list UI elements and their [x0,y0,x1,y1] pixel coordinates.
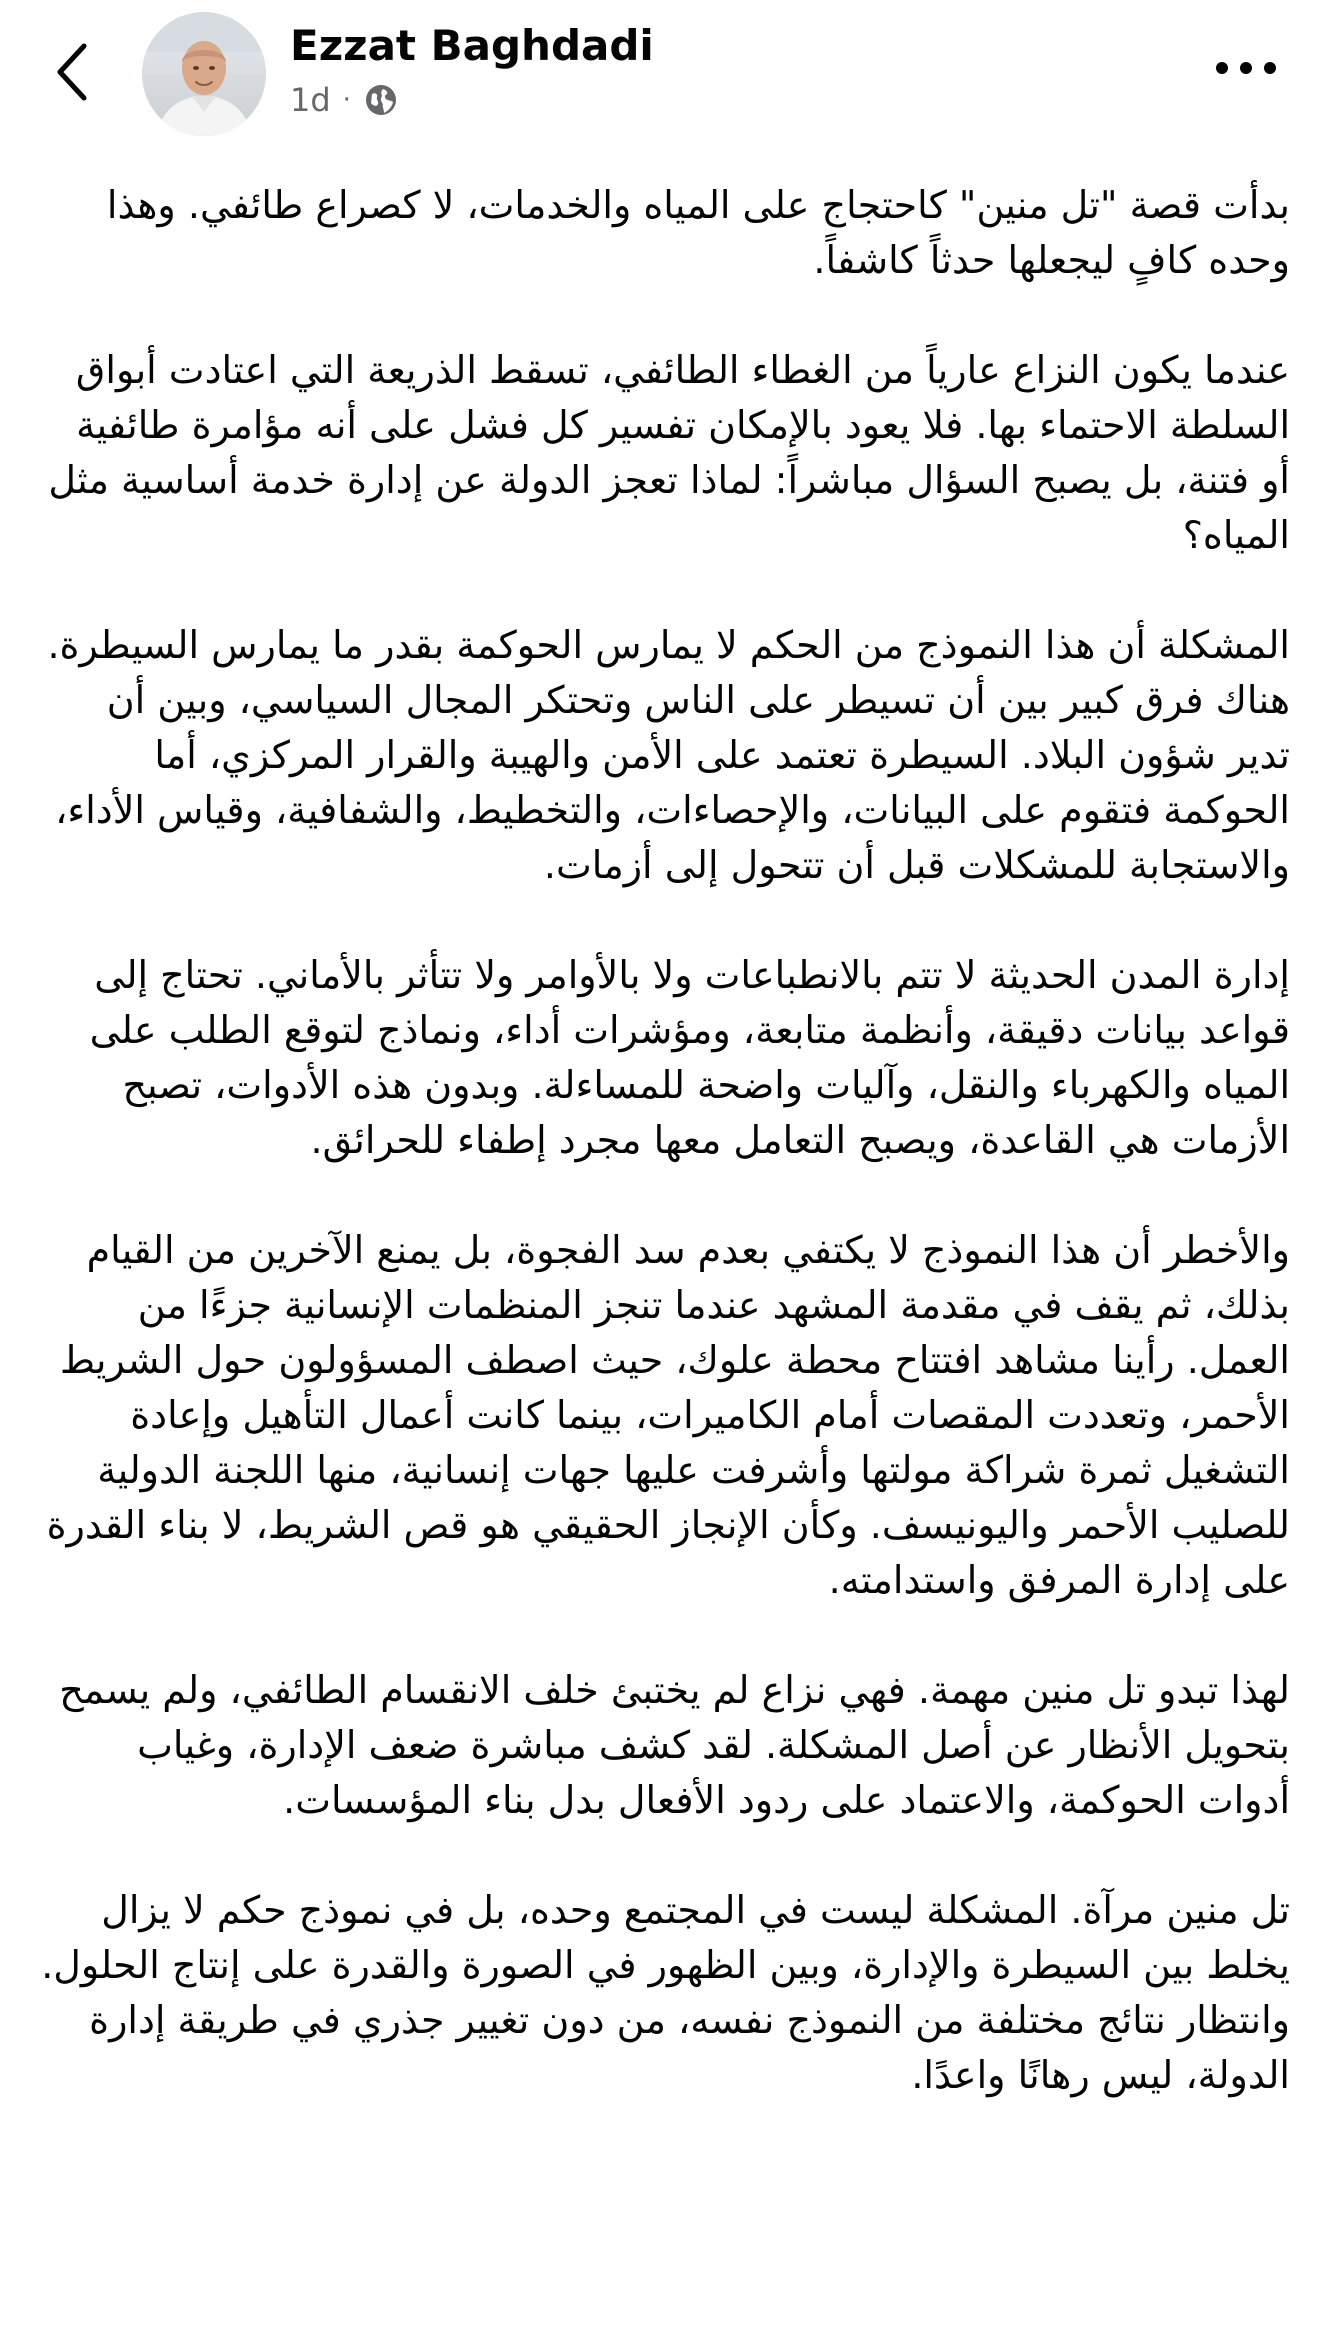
post-header [0,0,1320,150]
post-paragraph: عندما يكون النزاع عارياً من الغطاء الطائفي، تسقط الذريعة التي اعتادت أبواق السلطة الاحتماء بها. فلا يعود بالإمكان تفسير كل فشل على أنه مؤامرة طائفية أو فتنة، بل يصبح السؤال مباشراً: لماذا تعجز الدولة عن إدارة خدمة أساسية مثل المياه؟ [48,348,1290,557]
post-meta [290,78,399,122]
author-name[interactable]: Ezzat Baghdadi [290,21,654,70]
post-age[interactable]: 1d [290,81,331,119]
more-horizontal-icon [1214,60,1278,76]
post-paragraph: إدارة المدن الحديثة لا تتم بالانطباعات ولا بالأوامر ولا تتأثر بالأماني. تحتاج إلى قواعد بيانات دقيقة، وأنظمة متابعة، ومؤشرات أداء، ونماذج لتوقع الطلب على المياه والكهرباء والنقل، وآليات واضحة للمساءلة. وبدون هذه الأدوات، تصبح الأزمات هي القاعدة، ويصبح التعامل معها مجرد إطفاء للحرائق. [89,953,1290,1162]
post-text [40,178,1290,2103]
meta-separator: · [342,85,351,115]
more-options-button[interactable] [1208,40,1284,96]
post-paragraph: تل منين مرآة. المشكلة ليست في المجتمع وحده، بل في نموذج حكم لا يزال يخلط بين السيطرة والإدارة، وبين الظهور في الصورة والقدرة على إنتاج الحلول. وانتظار نتائج مختلفة من النموذج نفسه، من دون تغيير جذري في طريقة إدارة الدولة، ليس رهانًا واعدًا. [41,1888,1290,2097]
chevron-left-icon [54,42,90,102]
back-button[interactable] [40,36,104,108]
post-paragraph: المشكلة أن هذا النموذج من الحكم لا يمارس الحوكمة بقدر ما يمارس السيطرة. هناك فرق كبير بين أن تسيطر على الناس وتحتكر المجال السياسي، وبين أن تدير شؤون البلاد. السيطرة تعتمد على الأمن والهيبة والقرار المركزي، أما الحوكمة فتقوم على البيانات، والإحصاءات، والتخطيط، والشفافية، وقياس الأداء، والاستجابة للمشكلات قبل أن تتحول إلى أزمات. [47,623,1290,887]
avatar-photo [142,12,266,136]
post-paragraph: لهذا تبدو تل منين مهمة. فهي نزاع لم يختبئ خلف الانقسام الطائفي، ولم يسمح بتحويل الأنظار عن أصل المشكلة. لقد كشف مباشرة ضعف الإدارة، وغياب أدوات الحوكمة، والاعتماد على ردود الأفعال بدل بناء المؤسسات. [59,1668,1290,1822]
globe-icon [363,82,399,118]
author-avatar[interactable] [142,12,266,136]
post-paragraph: والأخطر أن هذا النموذج لا يكتفي بعدم سد الفجوة، بل يمنع الآخرين من القيام بذلك، ثم يقف في مقدمة المشهد عندما تنجز المنظمات الإنسانية جزءًا من العمل. رأينا مشاهد افتتاح محطة علوك، حيث اصطف المسؤولون حول الشريط الأحمر، وتعددت المقصات أمام الكاميرات، بينما كانت أعمال التأهيل وإعادة التشغيل ثمرة شراكة مولتها وأشرفت عليها جهات إنسانية، منها اللجنة الدولية للصليب الأحمر واليونيسف. وكأن الإنجاز الحقيقي هو قص الشريط، لا بناء القدرة على إدارة المرفق واستدامته. [46,1228,1290,1602]
post-paragraph: بدأت قصة "تل منين" كاحتجاج على المياه والخدمات، لا كصراع طائفي. وهذا وحده كافٍ ليجعلها حدثاً كاشفاً. [106,183,1290,282]
